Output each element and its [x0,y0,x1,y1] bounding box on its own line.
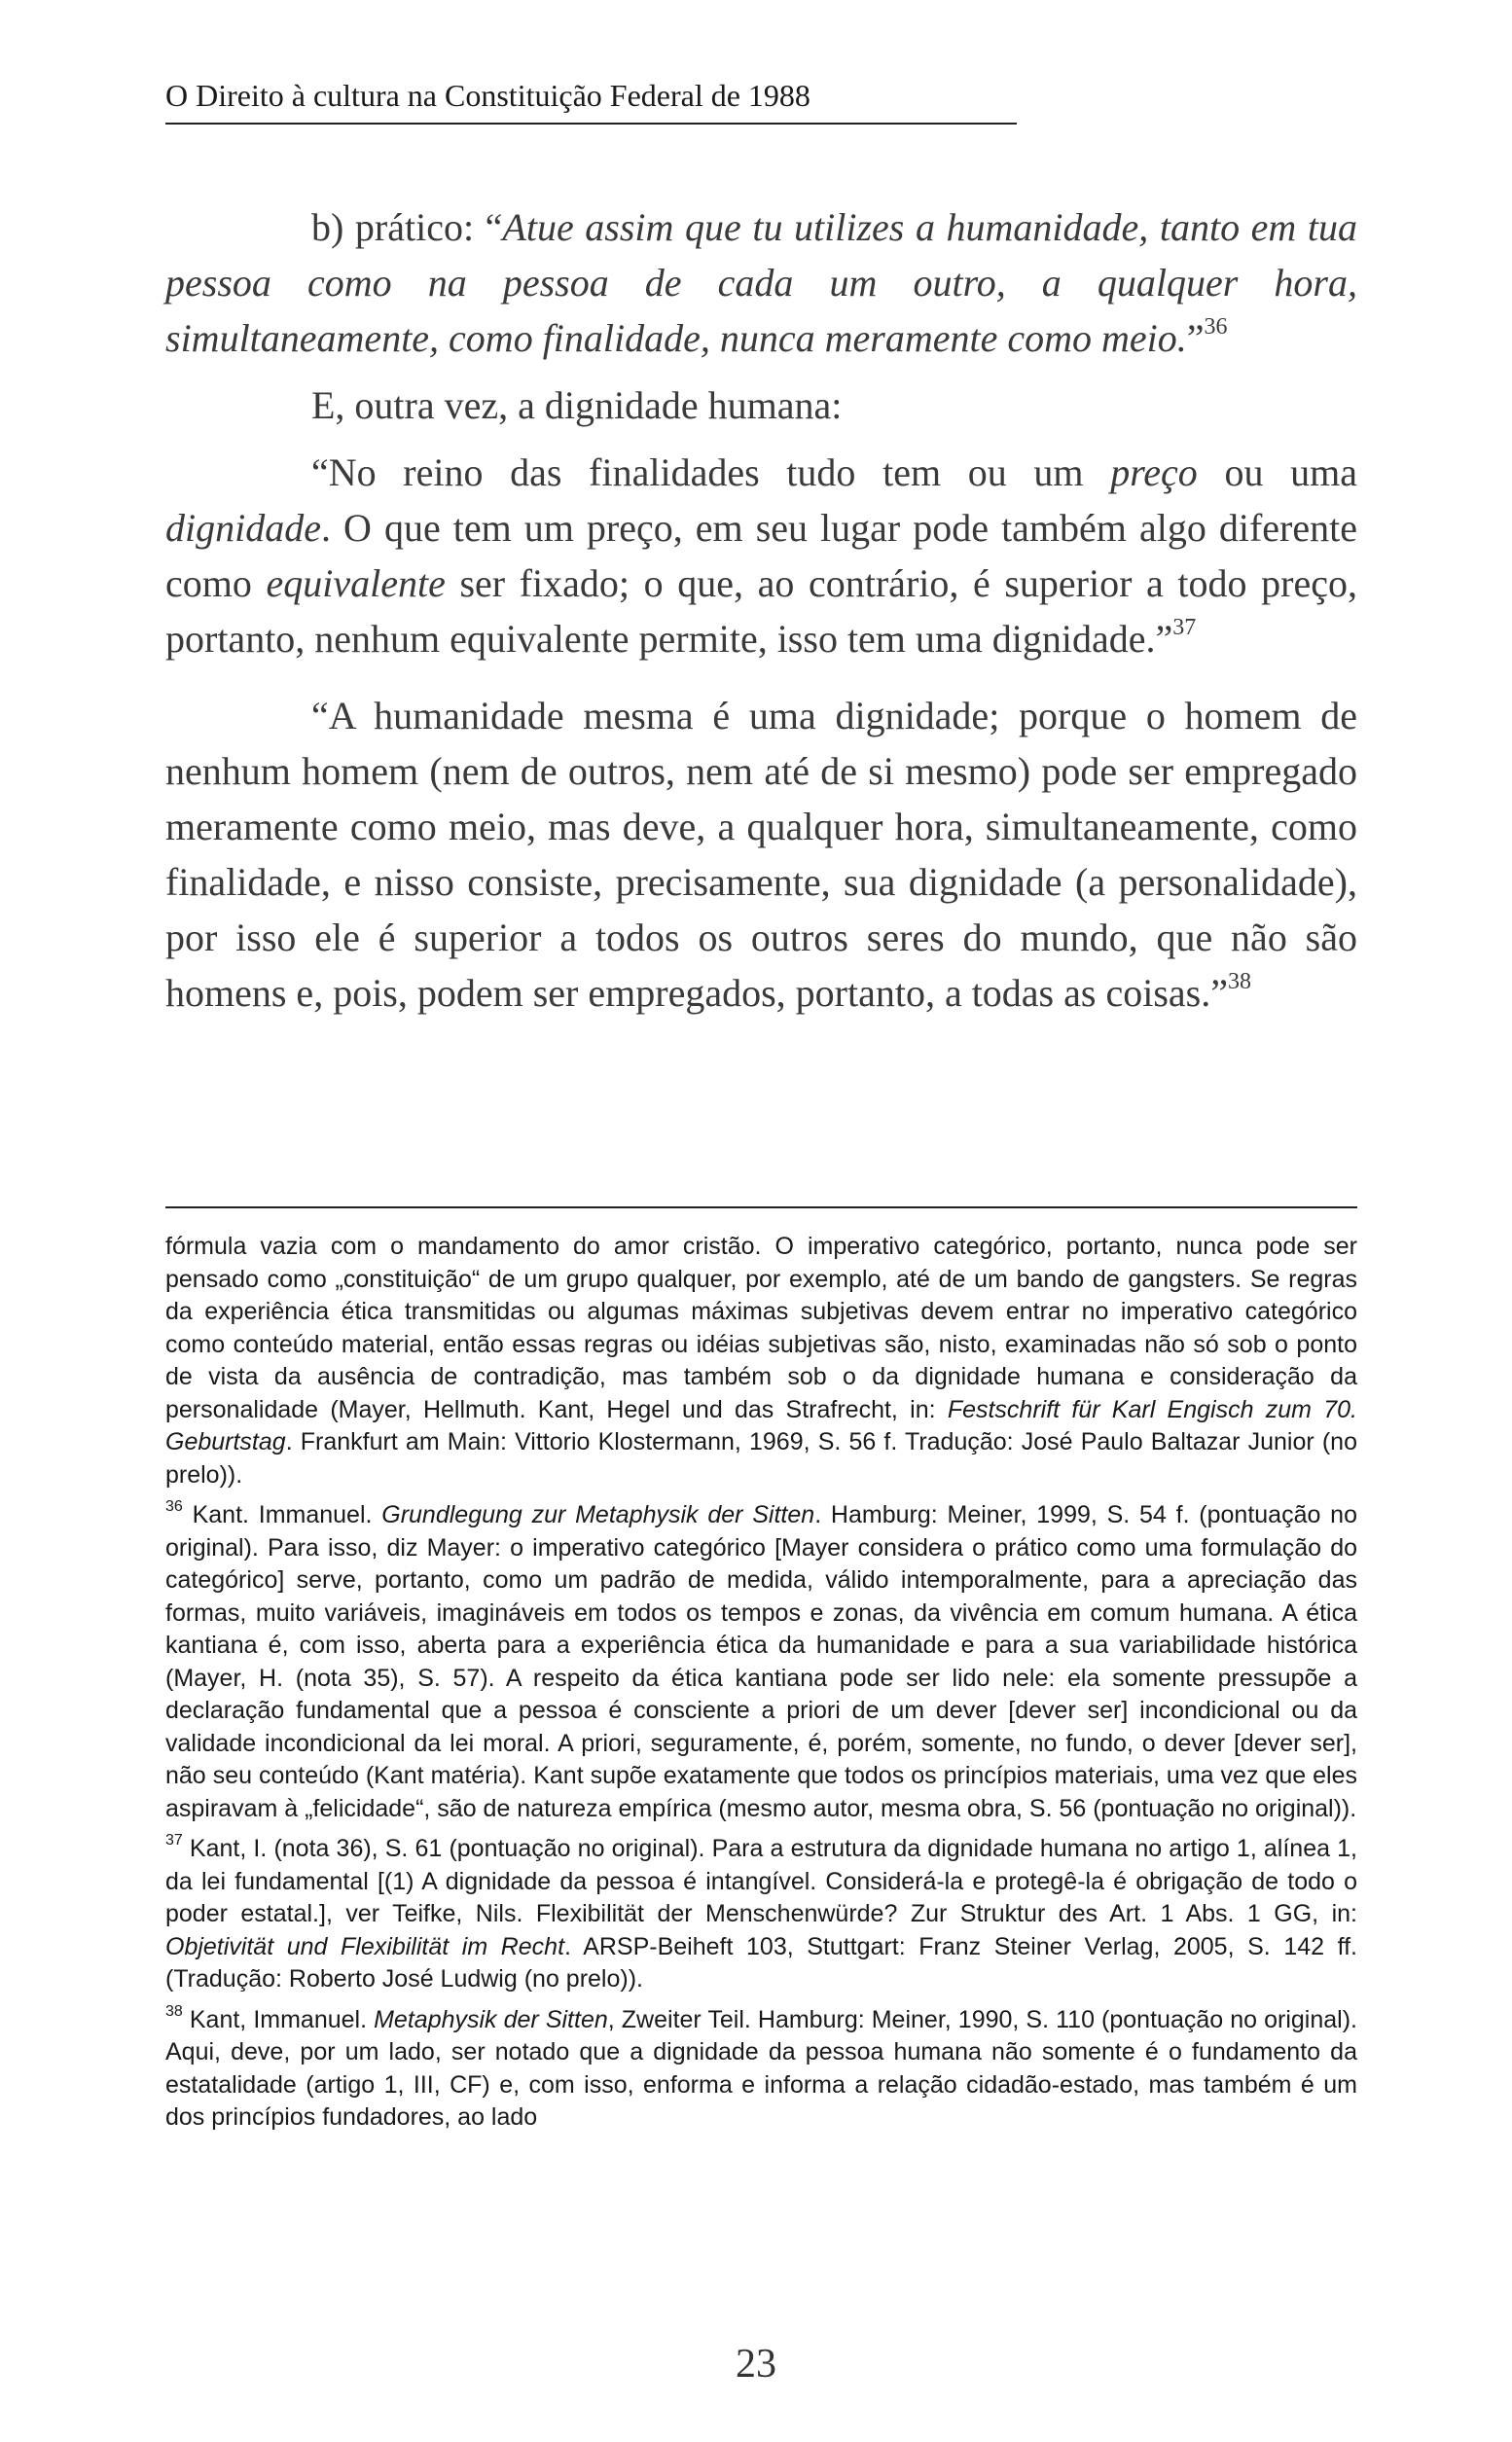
main-text [165,199,1357,1021]
footnote-text: . Hamburg: Meiner, 1999, S. 54 f. (pontuação no original). Para isso, diz Mayer: o imperativo categórico [Mayer considera o prático como uma formulação do categórico] serve, portanto, como um padrão de medida, válido intemporalmente, para a apreciação das formas, muito variáveis, imagináveis em todos os tempos e zonas, da vivência em comum humana. A ética kantiana é, com isso, aberta para a experiência ética da humanidade e para a sua variabilidade histórica (Mayer, H. (nota 35), S. 57). A respeito da ética kantiana pode ser lido nele: ela somente pressupõe a declaração fundamental que a pessoa é consciente a priori de um dever [dever ser] incondicional ou da validade incondicional da lei moral. A priori, seguramente, é, porém, somente, no fundo, o dever [dever ser], não seu conteúdo (Kant matéria). Kant supõe exatamente que todos os princípios materiais, uma vez que eles aspiravam à „felicidade“, são de natureza empírica (mesmo autor, mesma obra, S. 56 (pontuação no original)). [165,1501,1357,1822]
footnote-italic: Grundlegung zur Metaphysik der Sitten [381,1501,815,1528]
footnote-text: Kant, Immanuel. [182,2005,375,2033]
paragraph-text: “A humanidade mesma é uma dignidade; porque o homem de nenhum homem (nem de outros, nem até de si mesmo) pode ser empregado meramente como meio, mas deve, a qualquer hora, simultaneamente, como finalidade, e nisso consiste, precisamente, sua dignidade (a personalidade), por isso ele é superior a todos os outros seres do mundo, que não são homens e, pois, podem ser empregados, portanto, a todas as coisas.” [165,694,1357,1015]
footnote-text: fórmula vazia com o mandamento do amor cristão. O imperativo categórico, portanto, nunca pode ser pensado como „constituição“ de um grupo qualquer, por exemplo, até de um bando de gangsters. Se regras da experiência ética transmitidas ou algumas máximas subjetivas devem entrar no imperativo categórico como conteúdo material, então essas regras ou idéias subjetivas são, nisto, examinadas não só sob o ponto de vista da ausência de contradição, mas também sob o da dignidade humana e consideração da personalidade (Mayer, Hellmuth. Kant, Hegel und das Strafrecht, in: [165,1233,1357,1423]
footnote-continuation [165,1231,1357,1491]
paragraph-intro: E, outra vez, a dignidade humana: [311,383,843,427]
footnote-38 [165,2004,1357,2135]
footnote-ref-37: 37 [1172,615,1197,640]
footnote-ref-36: 36 [1204,314,1228,340]
italic-quote: Atue assim que tu utilizes a humanidade, tanto em tua pessoa como na pessoa de cada um outro, a qualquer hora, simultaneamente, como finalidade, nunca meramente como meio. [165,205,1357,360]
paragraph-text: ” [1186,316,1205,360]
paragraph-reino [165,445,1357,666]
footnote-number: 37 [165,1832,183,1849]
footnote-italic: Objetivität und Flexibilität im Recht [165,1932,565,1960]
italic-term: equivalente [266,561,446,605]
italic-term: dignidade [165,506,321,550]
footnote-text: Kant, I. (nota 36), S. 61 (pontuação no original). Para a estrutura da dignidade humana no artigo 1, alínea 1, da lei fundamental [(1) A dignidade da pessoa é intangível. Considerá-la e protegê-la é obrigação de todo o poder estatal.], ver Teifke, Nils. Flexibilität der Menschenwürde? Zur Struktur des Art. 1 Abs. 1 GG, in: [165,1835,1357,1927]
footnote-italic: Festschrift für Karl Engisch zum 70. Geburtstag [165,1395,1357,1455]
paragraph-humanidade [165,688,1357,1021]
paragraph-text: “No reino das finalidades tudo tem ou um [311,450,1111,494]
footnote-text: Kant. Immanuel. [182,1501,382,1528]
running-header: O Direito à cultura na Constituição Federal de 1988 [165,76,1017,125]
footnote-text: . Frankfurt am Main: Vittorio Klostermann, 1969, S. 56 f. Tradução: José Paulo Baltazar Junior (no prelo)). [165,1428,1357,1489]
paragraph-pratico [165,199,1357,366]
footnote-text: . ARSP-Beiheft 103, Stuttgart: Franz Steiner Verlag, 2005, S. 142 ff. (Tradução: Roberto José Ludwig (no prelo)). [165,1932,1358,1993]
footnote-ref-38: 38 [1227,969,1251,994]
footnote-text: , Zweiter Teil. Hamburg: Meiner, 1990, S. 110 (pontuação no original). Aqui, deve, por um lado, ser notado que a dignidade da pessoa humana não somente é o fundamento da estatalidade (artigo 1, III, CF) e, com isso, enforma e informa a relação cidadão-estado, mas também é um dos princípios fundadores, ao lado [165,2005,1357,2131]
paragraph-text: . O que tem um preço, em seu lugar pode também algo diferente como [165,506,1357,605]
footnote-divider [165,1206,1357,1208]
page-number: 23 [736,2342,776,2387]
footnote-number: 36 [165,1498,183,1515]
footnotes [165,1231,1357,2142]
italic-term: preço [1110,450,1198,494]
footnote-37 [165,1833,1357,1996]
footnote-italic: Metaphysik der Sitten [374,2005,608,2033]
footnote-number: 38 [165,2002,183,2020]
paragraph-text: ou uma [1197,450,1358,494]
paragraph-text: b) prático: “ [311,205,503,249]
footnote-36 [165,1499,1357,1825]
paragraph-text: ser fixado; o que, ao contrário, é superior a todo preço, portanto, nenhum equivalente permite, isso tem uma dignidade.” [165,561,1357,661]
